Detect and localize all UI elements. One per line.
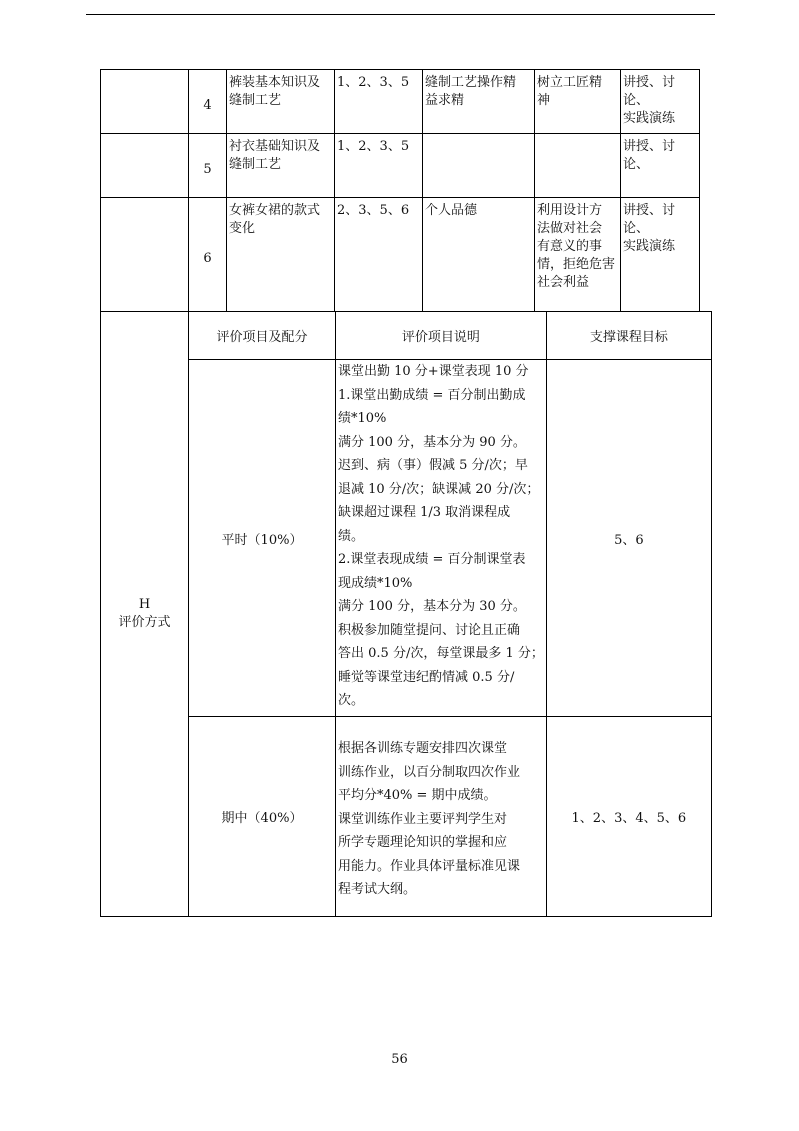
ideology-point: 缝制工艺操作精 益求精 <box>423 70 535 134</box>
evaluation-description: 根据各训练专题安排四次课堂 训练作业，以百分制取四次作业 平均分*40% = 期中成绩。 课堂训练作业主要评判学生对 所学专题理论知识的掌握和应 用能力。作业具体评量标准见课 程考试大纲。 <box>336 717 547 917</box>
unit-name: 女裤女裙的款式 变化 <box>227 198 335 312</box>
header-description: 评价项目说明 <box>336 312 547 360</box>
table-row <box>101 134 700 198</box>
row-number: 4 <box>189 70 227 134</box>
evaluation-header-row <box>101 312 712 360</box>
supported-goals: 2、3、5、6 <box>335 198 423 312</box>
section-code: H <box>138 597 151 612</box>
row-number: 6 <box>189 198 227 312</box>
course-content-table <box>100 69 700 312</box>
unit-name: 裤装基本知识及 缝制工艺 <box>227 70 335 134</box>
evaluation-table <box>100 311 712 917</box>
table-row <box>101 70 700 134</box>
header-rule <box>86 14 715 15</box>
ideology-point: 个人品德 <box>423 198 535 312</box>
unit-name: 衬衣基础知识及 缝制工艺 <box>227 134 335 198</box>
supported-goals: 1、2、3、5 <box>335 70 423 134</box>
supported-goals: 1、2、3、5 <box>335 134 423 198</box>
evaluation-row-midterm <box>101 717 712 917</box>
table-row <box>101 198 700 312</box>
teaching-method: 讲授、讨论、 <box>621 134 700 198</box>
header-item: 评价项目及配分 <box>189 312 336 360</box>
header-goals: 支撑课程目标 <box>546 312 711 360</box>
row-number: 5 <box>189 134 227 198</box>
section-label <box>101 312 189 917</box>
teaching-method: 讲授、讨论、 实践演练 <box>621 70 700 134</box>
evaluation-goals: 5、6 <box>546 360 711 717</box>
page-number: 56 <box>391 1052 408 1067</box>
blank-cell <box>101 198 189 312</box>
evaluation-item: 平时（10%） <box>189 360 336 717</box>
ideology-point <box>423 134 535 198</box>
teaching-method: 讲授、讨论、 实践演练 <box>621 198 700 312</box>
blank-cell <box>101 70 189 134</box>
blank-cell <box>101 134 189 198</box>
section-title: 评价方式 <box>118 615 171 630</box>
evaluation-row-regular <box>101 360 712 717</box>
evaluation-description: 课堂出勤 10 分+课堂表现 10 分 1.课堂出勤成绩 = 百分制出勤成 绩*10% 满分 100 分，基本分为 90 分。 迟到、病（事）假减 5 分/次；早 退减 10 分/次；缺课减 20 分/次； 缺课超过课程 1/3 取消课程成 绩。 2.课堂表现成绩 = 百分制课堂表 现成绩*10% 满分 100 分，基本分为 30 分。 积极参加随堂提问、讨论且正确 答出 0.5 分/次，每堂课最多 1 分； 睡觉等课堂违纪酌情减 0.5 分/ 次。 <box>336 360 547 717</box>
integration-method: 利用设计方 法做对社会 有意义的事 情，拒绝危害 社会利益 <box>535 198 621 312</box>
integration-method <box>535 134 621 198</box>
evaluation-item: 期中（40%） <box>189 717 336 917</box>
evaluation-goals: 1、2、3、4、5、6 <box>546 717 711 917</box>
integration-method: 树立工匠精 神 <box>535 70 621 134</box>
